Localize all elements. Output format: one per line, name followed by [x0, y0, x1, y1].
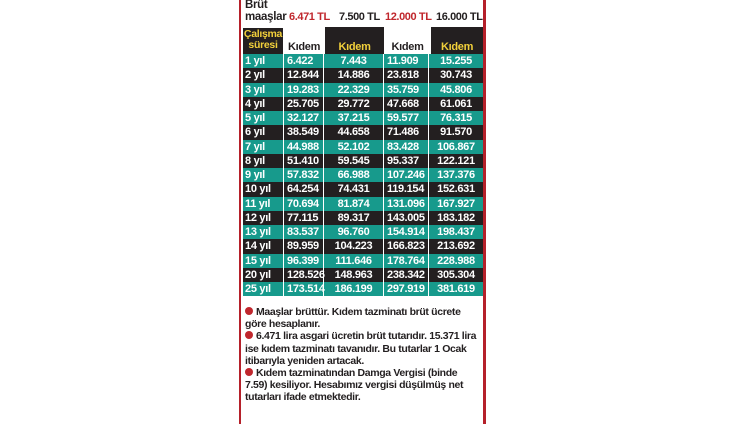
value-cell: 77.115: [284, 211, 324, 225]
value-cell: 44.988: [284, 140, 324, 154]
footnotes: [245, 306, 479, 404]
value-cell: 81.874: [324, 197, 384, 211]
value-cell: 122.121: [437, 154, 475, 167]
value-cell: 96.399: [284, 254, 324, 268]
value-cell: 14.886: [324, 68, 384, 82]
value-cell: 143.005: [384, 211, 429, 225]
value-cell: 107.246: [384, 168, 429, 182]
table-row: [243, 168, 483, 182]
value-cell: 228.988: [437, 254, 475, 267]
table-row: [243, 140, 483, 154]
table-row: [243, 97, 483, 111]
duration-cell: 25 yıl: [243, 282, 284, 296]
value-cell: 71.486: [384, 125, 429, 139]
table-row: [243, 111, 483, 125]
value-cell: 37.215: [324, 111, 384, 125]
value-cell: 64.254: [284, 182, 324, 196]
gross-salary-label: [245, 0, 286, 23]
table-row: [243, 125, 483, 139]
salary-header-4: 16.000 TL: [436, 11, 483, 23]
value-cell: 305.304: [437, 268, 475, 281]
value-cell: 35.759: [384, 83, 429, 97]
red-bullet-icon: [245, 368, 253, 376]
value-cell: 154.914: [384, 225, 429, 239]
value-cell: 19.283: [284, 83, 324, 97]
duration-header-line1: Çalışma: [243, 28, 283, 40]
value-cell: 131.096: [384, 197, 429, 211]
value-cell: 167.927: [437, 197, 475, 210]
duration-cell: 4 yıl: [243, 97, 284, 111]
value-cell: 38.549: [284, 125, 324, 139]
value-cell: 83.537: [284, 225, 324, 239]
value-cell: 59.577: [384, 111, 429, 125]
value-cell: 96.760: [324, 225, 384, 239]
value-cell: 61.061: [440, 97, 472, 110]
value-cell: 198.437: [437, 226, 475, 238]
duration-header-line2: süresi: [248, 38, 278, 51]
value-cell: 22.329: [324, 83, 384, 97]
value-cell: 95.337: [384, 154, 429, 168]
footnote-text: Kıdem tazminatından Damga Vergisi (binde 7.59) kesiliyor. Hesabımız vergisi düşülmüş net tutarları ifade etmektedir.: [245, 367, 464, 404]
value-cell: 7.443: [324, 54, 384, 68]
table-row: [243, 154, 483, 168]
duration-cell: 10 yıl: [243, 182, 284, 196]
duration-cell: 1 yıl: [243, 54, 284, 68]
duration-cell: 3 yıl: [243, 83, 284, 97]
red-bullet-icon: [245, 331, 253, 339]
red-bullet-icon: [245, 307, 253, 315]
value-cell: 91.570: [440, 126, 472, 139]
table-row: [243, 225, 483, 239]
value-cell: 119.154: [384, 182, 429, 196]
duration-column-header: [243, 28, 283, 54]
value-cell: 89.959: [284, 239, 324, 253]
value-cell: 166.823: [384, 239, 429, 253]
value-cell: 152.631: [437, 183, 475, 196]
value-cell: 128.526: [284, 268, 324, 282]
table-row: [243, 211, 483, 225]
gross-label-line2: maaşlar: [245, 11, 287, 23]
value-cell: 66.988: [324, 168, 384, 182]
footnote-text: 6.471 lira asgari ücretin brüt tutarıdır. 15.371 lira ise kıdem tazminatı tavanıdır. Bu tutarlar 1 Ocak itibarıyla yeniden artacak.: [245, 330, 477, 367]
footnote-1: [245, 306, 479, 330]
value-cell: 297.919: [384, 282, 429, 296]
table-row: [243, 68, 483, 82]
duration-cell: 11 yıl: [243, 197, 284, 211]
value-cell: 89.317: [324, 211, 384, 225]
salary-header-2: 7.500 TL: [339, 11, 380, 23]
value-cell: 57.832: [284, 168, 324, 182]
severance-pay-infographic: [239, 0, 486, 424]
value-cell: 74.431: [324, 182, 384, 196]
value-cell: 381.619: [437, 283, 475, 295]
table-row: [243, 254, 483, 268]
duration-cell: 5 yıl: [243, 111, 284, 125]
value-cell: 29.772: [324, 97, 384, 111]
value-cell: 238.342: [384, 268, 429, 282]
value-cell: 111.646: [324, 254, 384, 268]
table-row: [243, 197, 483, 211]
table-row: [243, 268, 483, 282]
value-cell: 76.315: [440, 112, 472, 124]
value-cell: 183.182: [437, 211, 475, 224]
kidem-header-3: Kıdem: [391, 41, 424, 53]
severance-table: [243, 54, 483, 296]
value-cell: 137.376: [437, 169, 475, 181]
value-cell: 12.844: [284, 68, 324, 82]
table-row: [243, 83, 483, 97]
salary-header-1: 6.471 TL: [289, 11, 330, 23]
kidem-header-4: Kıdem: [440, 41, 474, 53]
value-cell: 25.705: [284, 97, 324, 111]
gross-label-line1: Brüt: [245, 0, 268, 11]
value-cell: 70.694: [284, 197, 324, 211]
duration-cell: 15 yıl: [243, 254, 284, 268]
value-cell: 11.909: [384, 54, 429, 68]
table-row: [243, 182, 483, 196]
value-cell: 83.428: [384, 140, 429, 154]
duration-cell: 13 yıl: [243, 225, 284, 239]
duration-cell: 20 yıl: [243, 268, 284, 282]
value-cell: 47.668: [384, 97, 429, 111]
value-cell: 178.764: [384, 254, 429, 268]
value-cell: 59.545: [324, 154, 384, 168]
footnote-2: [245, 330, 479, 367]
duration-cell: 2 yıl: [243, 68, 284, 82]
value-cell: 30.743: [440, 69, 472, 82]
value-cell: 173.514: [284, 282, 324, 296]
duration-cell: 12 yıl: [243, 211, 284, 225]
duration-cell: 14 yıl: [243, 239, 284, 253]
duration-cell: 9 yıl: [243, 168, 284, 182]
salary-header-3: 12.000 TL: [385, 11, 432, 23]
value-cell: 23.818: [384, 68, 429, 82]
value-cell: 106.867: [437, 140, 475, 153]
value-cell: 44.658: [324, 125, 384, 139]
table-row: [243, 282, 483, 296]
value-cell: 213.692: [437, 240, 475, 253]
value-cell: 148.963: [324, 268, 384, 282]
value-cell: 32.127: [284, 111, 324, 125]
value-cell: 51.410: [284, 154, 324, 168]
kidem-header-1: Kıdem: [287, 41, 321, 53]
value-cell: 104.223: [324, 239, 384, 253]
value-cell: 6.422: [284, 54, 324, 68]
table-row: [243, 239, 483, 253]
duration-cell: 6 yıl: [243, 125, 284, 139]
kidem-header-2: Kıdem: [338, 41, 371, 53]
value-cell: 15.255: [440, 55, 472, 67]
value-cell: 45.806: [440, 83, 472, 96]
table-row: [243, 54, 483, 68]
footnote-3: [245, 367, 479, 404]
duration-cell: 8 yıl: [243, 154, 284, 168]
footnote-text: Maaşlar brüttür. Kıdem tazminatı brüt ücrete göre hesaplanır.: [245, 306, 461, 331]
value-cell: 52.102: [324, 140, 384, 154]
value-cell: 186.199: [324, 282, 384, 296]
duration-cell: 7 yıl: [243, 140, 284, 154]
